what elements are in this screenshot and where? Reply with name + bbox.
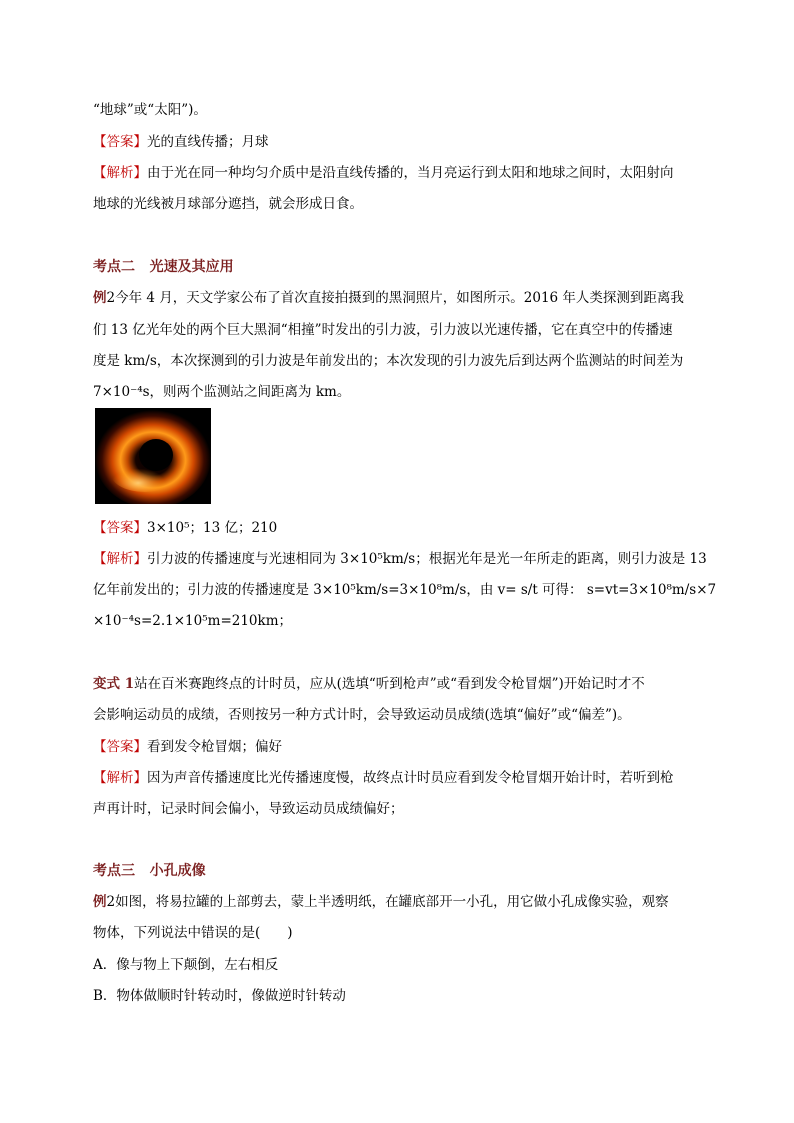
analysis-2 bbox=[93, 549, 707, 569]
analysis-text: 引力波的传播速度与光速相同为 3×10⁵km/s；根据光年是光一年所走的距离，则引力波是 13 bbox=[147, 551, 707, 567]
example-label: 例 bbox=[93, 894, 107, 910]
analysis-tag: 【解析】 bbox=[93, 551, 147, 567]
answer-tag: 【答案】 bbox=[93, 520, 147, 536]
variant-1-line2 bbox=[93, 705, 631, 725]
section-title: 光速及其应用 bbox=[149, 259, 234, 275]
variant-1 bbox=[93, 674, 645, 694]
answer-text: 光的直线传播；月球 bbox=[147, 134, 269, 150]
text-line bbox=[93, 100, 207, 120]
answer-1 bbox=[93, 132, 269, 152]
example-2-line2 bbox=[93, 320, 673, 340]
answer-text: 看到发令枪冒烟；偏好 bbox=[147, 739, 282, 755]
analysis-text: 由于光在同一种均匀介质中是沿直线传播的，当月亮运行到太阳和地球之间时，太阳射向 bbox=[147, 165, 674, 181]
analysis-text: 因为声音传播速度比光传播速度慢，故终点计时员应看到发令枪冒烟开始计时，若听到枪 bbox=[147, 770, 674, 786]
analysis-3 bbox=[93, 768, 674, 788]
option-a bbox=[93, 955, 278, 975]
example-3-line2 bbox=[93, 923, 293, 943]
answer-tag: 【答案】 bbox=[93, 134, 147, 150]
option-b bbox=[93, 986, 346, 1006]
analysis-1 bbox=[93, 163, 674, 183]
analysis-tag: 【解析】 bbox=[93, 770, 147, 786]
example-text: 7×10⁻⁴s，则两个监测站之间距离为 km。 bbox=[93, 384, 351, 400]
answer-tag: 【答案】 bbox=[93, 739, 147, 755]
section-label: 考点三 bbox=[93, 863, 135, 879]
analysis-text: ×10⁻⁴s=2.1×10⁵m=210km； bbox=[93, 613, 292, 629]
answer-2 bbox=[93, 518, 277, 538]
analysis-text: 声再计时，记录时间会偏小，导致运动员成绩偏好； bbox=[93, 801, 404, 817]
analysis-text: 地球的光线被月球部分遮挡，就会形成日食。 bbox=[93, 196, 363, 212]
variant-text: 会影响运动员的成绩，否则按另一种方式计时，会导致运动员成绩(选填“偏好”或“偏差”)。 bbox=[93, 707, 631, 723]
example-text: 度是 km/s，本次探测到的引力波是年前发出的；本次发现的引力波先后到达两个监测站的时间差为 bbox=[93, 353, 684, 369]
section-heading-3 bbox=[93, 861, 206, 881]
variant-text: 站在百米赛跑终点的计时员，应从(选填“听到枪声”或“看到发令枪冒烟”)开始记时才不 bbox=[134, 676, 645, 692]
option-text: B．物体做顺时针转动时，像做逆时针转动 bbox=[93, 988, 346, 1004]
example-label: 例 bbox=[93, 290, 107, 306]
example-2-line3 bbox=[93, 351, 683, 371]
analysis-text: 亿年前发出的；引力波的传播速度是 3×10⁵km/s=3×10⁸m/s，由 v= s/t 可得： s=vt=3×10⁸m/s×7 bbox=[93, 582, 717, 598]
example-text: 们 13 亿光年处的两个巨大黑洞“相撞”时发出的引力波，引力波以光速传播，它在真空中的传播速 bbox=[93, 322, 673, 338]
example-text: 2今年 4 月，天文学家公布了首次直接拍摄到的黑洞照片，如图所示。2016 年人类探测到距离我 bbox=[106, 290, 684, 306]
black-hole-image bbox=[95, 408, 211, 504]
analysis-2-line2 bbox=[93, 580, 716, 600]
analysis-2-line3 bbox=[93, 611, 292, 631]
section-heading-2 bbox=[93, 257, 234, 277]
answer-text: 3×10⁵；13 亿；210 bbox=[147, 520, 278, 536]
option-text: A．像与物上下颠倒，左右相反 bbox=[93, 957, 279, 973]
analysis-tag: 【解析】 bbox=[93, 165, 147, 181]
example-2-line4 bbox=[93, 382, 350, 402]
section-label: 考点二 bbox=[93, 259, 135, 275]
section-title: 小孔成像 bbox=[149, 863, 206, 879]
analysis-3-line2 bbox=[93, 799, 404, 819]
analysis-1-cont bbox=[93, 194, 363, 214]
example-3 bbox=[93, 892, 669, 912]
variant-label: 变式 1 bbox=[93, 676, 135, 692]
example-2 bbox=[93, 288, 684, 308]
example-text: 物体，下列说法中错误的是( ) bbox=[93, 925, 293, 941]
example-text: 2如图，将易拉罐的上部剪去，蒙上半透明纸，在罐底部开一小孔，用它做小孔成像实验，观察 bbox=[106, 894, 669, 910]
line-text: “地球”或“太阳”)。 bbox=[93, 102, 207, 118]
answer-3 bbox=[93, 737, 282, 757]
